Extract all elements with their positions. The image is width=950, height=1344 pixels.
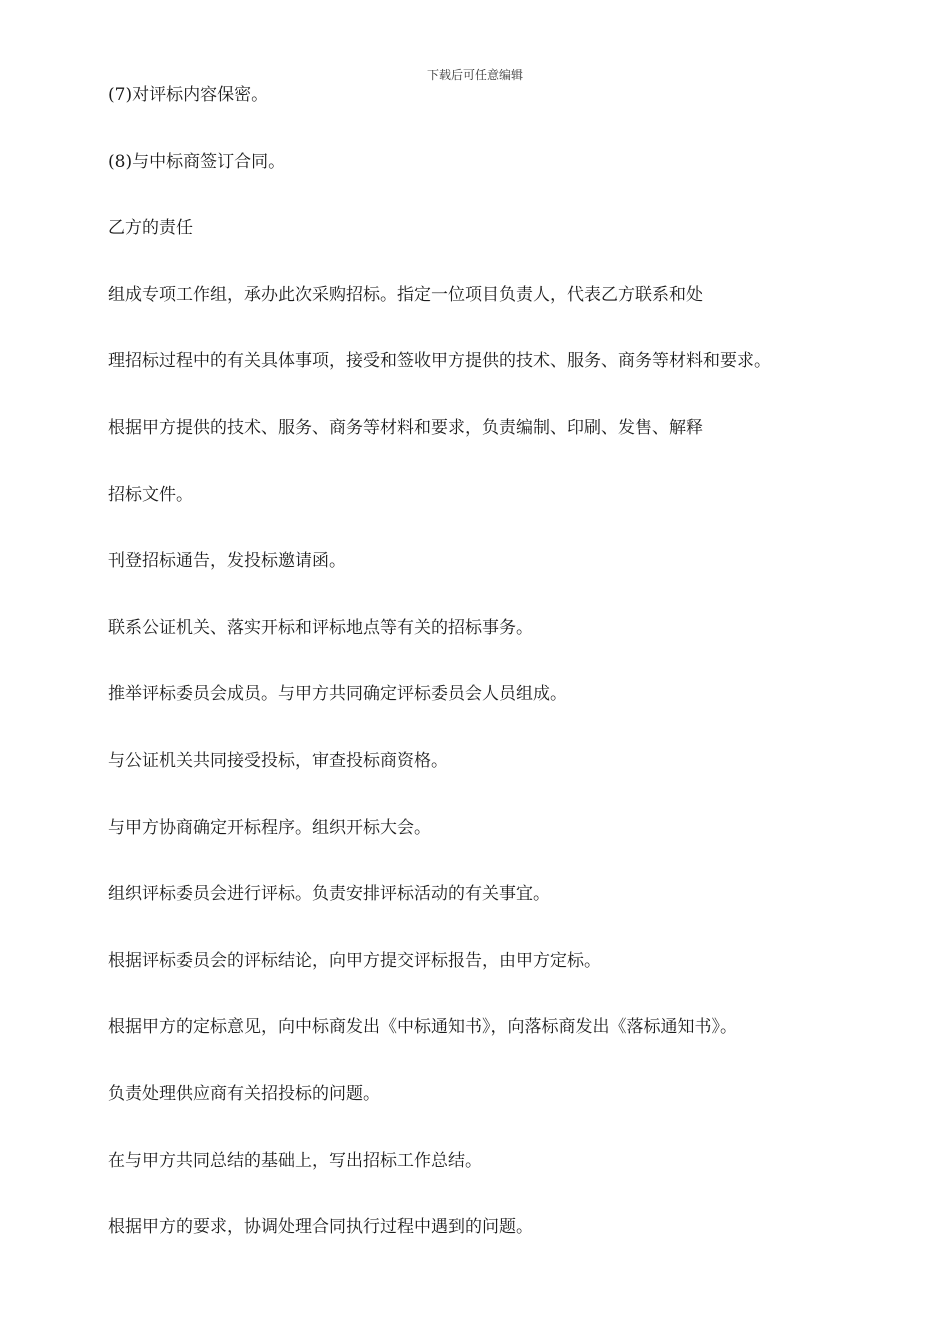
paragraph-line: 招标文件。 xyxy=(108,484,193,505)
paragraph-line: 理招标过程中的有关具体事项，接受和签收甲方提供的技术、服务、商务等材料和要求。 xyxy=(108,351,771,372)
header-note: 下载后可任意编辑 xyxy=(426,68,523,82)
paragraph-line: 刊登招标通告，发投标邀请函。 xyxy=(108,551,346,572)
paragraph-line: 与甲方协商确定开标程序。组织开标大会。 xyxy=(108,817,431,838)
paragraph-line: 根据甲方的定标意见，向中标商发出《中标通知书》，向落标商发出《落标通知书》。 xyxy=(108,1017,737,1038)
paragraph-line: 在与甲方共同总结的基础上，写出招标工作总结。 xyxy=(108,1150,482,1171)
paragraph-line: 根据甲方提供的技术、服务、商务等材料和要求，负责编制、印刷、发售、解释 xyxy=(108,417,703,438)
paragraph-line: (8)与中标商签订合同。 xyxy=(108,151,286,172)
paragraph-line: 联系公证机关、落实开标和评标地点等有关的招标事务。 xyxy=(108,617,533,638)
document-body xyxy=(108,76,908,1275)
paragraph-line: 组织评标委员会进行评标。负责安排评标活动的有关事宜。 xyxy=(108,884,550,905)
paragraph-line: 与公证机关共同接受投标，审查投标商资格。 xyxy=(108,750,448,771)
paragraph-line: 根据评标委员会的评标结论，向甲方提交评标报告，由甲方定标。 xyxy=(108,950,601,971)
paragraph-line: (7)对评标内容保密。 xyxy=(108,85,269,105)
paragraph-line: 负责处理供应商有关招投标的问题。 xyxy=(108,1083,380,1104)
paragraph-line: 根据甲方的要求，协调处理合同执行过程中遇到的问题。 xyxy=(108,1217,533,1238)
section-heading: 乙方的责任 xyxy=(108,218,193,239)
paragraph-line: 推举评标委员会成员。与甲方共同确定评标委员会人员组成。 xyxy=(108,684,567,705)
paragraph-line: 组成专项工作组，承办此次采购招标。指定一位项目负责人，代表乙方联系和处 xyxy=(108,284,703,305)
